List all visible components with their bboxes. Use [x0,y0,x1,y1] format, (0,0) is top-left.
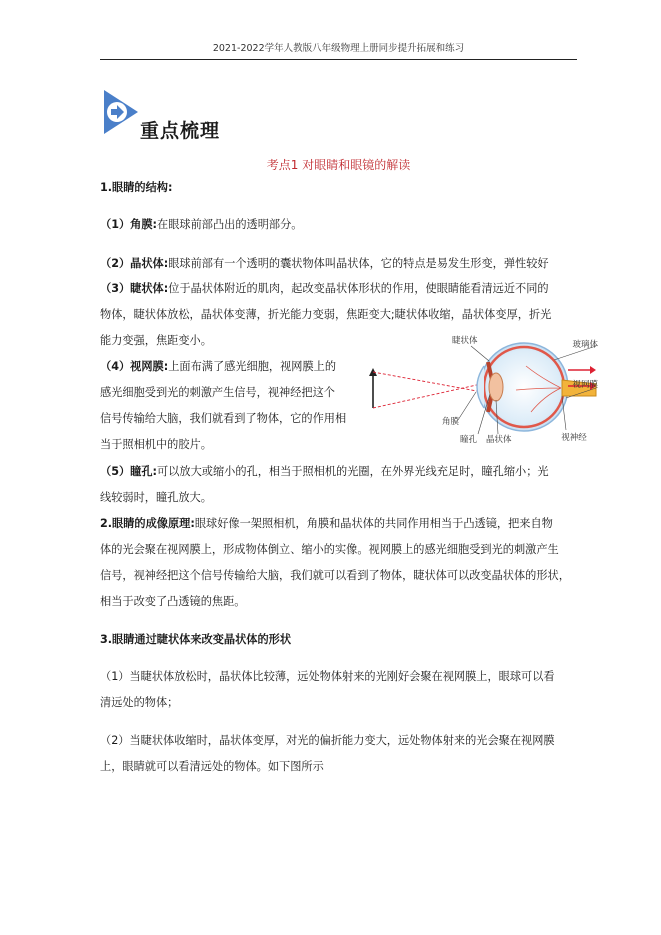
s3-p2-line2: 上，眼睛就可以看清远处的物体。如下图所示 [100,760,324,773]
s3-p1-line1: （1）当睫状体放松时，晶状体比较薄，远处物体射来的光刚好会聚在视网膜上，眼球可以看 [100,670,555,683]
eye-structure-diagram [366,330,598,448]
cornea-shape [477,366,484,408]
lens-paragraph [100,256,577,272]
retina-label: （4）视网膜: [100,360,169,373]
s2-line4: 相当于改变了凸透镜的焦距。 [100,595,246,608]
retina-line3: 信号传输给大脑，我们就看到了物体，它的作用相 [100,412,347,425]
pupil-line2: 线较弱时，瞳孔放大。 [100,491,212,504]
page-header: 2021-2022学年人教版八年级物理上册同步提升拓展和练习 [212,43,465,54]
s1-heading: 1.眼睛的结构: [100,181,173,194]
s2-line3: 信号，视神经把这个信号传输给大脑，我们就可以看到了物体，睫状体可以改变晶状体的形状， [100,569,570,582]
topic-title: 考点1 对眼睛和眼镜的解读 [266,158,411,172]
label-cornea: 角膜 [442,417,460,427]
s2-line1: 眼球好像一架照相机，角膜和晶状体的共同作用相当于凸透镜，把来自物 [194,517,553,530]
retina-line2: 感光细胞受到光的刺激产生信号，视神经把这个 [100,386,335,399]
s2-line2: 体的光会聚在视网膜上，形成物体倒立、缩小的实像。视网膜上的感光细胞受到光的刺激产生 [100,543,559,556]
cornea-paragraph [100,217,577,233]
arrow-circle-icon [100,86,140,138]
ciliary-line2: 物体，睫状体放松，晶状体变薄，折光能力变弱，焦距变大;睫状体收缩，晶状体变厚，折光 [100,308,552,321]
retina-paragraph [100,359,365,375]
s3-p2-line1: （2）当睫状体收缩时，晶状体变厚，对光的偏折能力变大，远处物体射来的光会聚在视网膜 [100,734,555,747]
label-optic-nerve: 视神经 [561,433,587,443]
lens-shape [489,373,503,401]
retina-line4: 当于照相机中的胶片。 [100,438,212,451]
cornea-label: （1）角膜: [100,218,158,231]
ciliary-label: （3）睫状体: [100,282,169,295]
cornea-text: 在眼球前部凸出的透明部分。 [157,218,303,231]
ciliary-line3: 能力变强，焦距变小。 [100,334,212,347]
s2-label: 2.眼睛的成像原理: [100,517,195,530]
s3-heading: 3.眼睛通过睫状体来改变晶状体的形状 [100,633,292,646]
lens-label: （2）晶状体: [100,257,169,270]
pupil-paragraph [100,464,577,480]
s3-p1-line2: 清远处的物体； [100,696,179,709]
lens-text: 眼球前部有一个透明的囊状物体叫晶状体，它的特点是易发生形变，弹性较好 [168,257,549,270]
s2-paragraph [100,516,577,532]
ciliary-paragraph [100,281,577,297]
pupil-label: （5）瞳孔: [100,465,158,478]
section-title: 重点梳理 [140,120,221,142]
label-lens: 晶状体 [486,435,512,445]
ciliary-line1: 位于晶状体附近的肌肉，起改变晶状体形状的作用，使眼睛能看清远近不同的 [168,282,549,295]
label-retina: 视网膜 [572,380,598,390]
retina-line1: 上面布满了感光细胞，视网膜上的 [168,360,337,373]
label-vitreous: 玻璃体 [572,340,598,350]
pupil-line1: 可以放大或缩小的孔，相当于照相机的光圈，在外界光线充足时，瞳孔缩小；光 [157,465,549,478]
label-ciliary: 睫状体 [452,336,478,346]
label-pupil: 瞳孔 [460,435,478,445]
header-rule [100,59,577,60]
